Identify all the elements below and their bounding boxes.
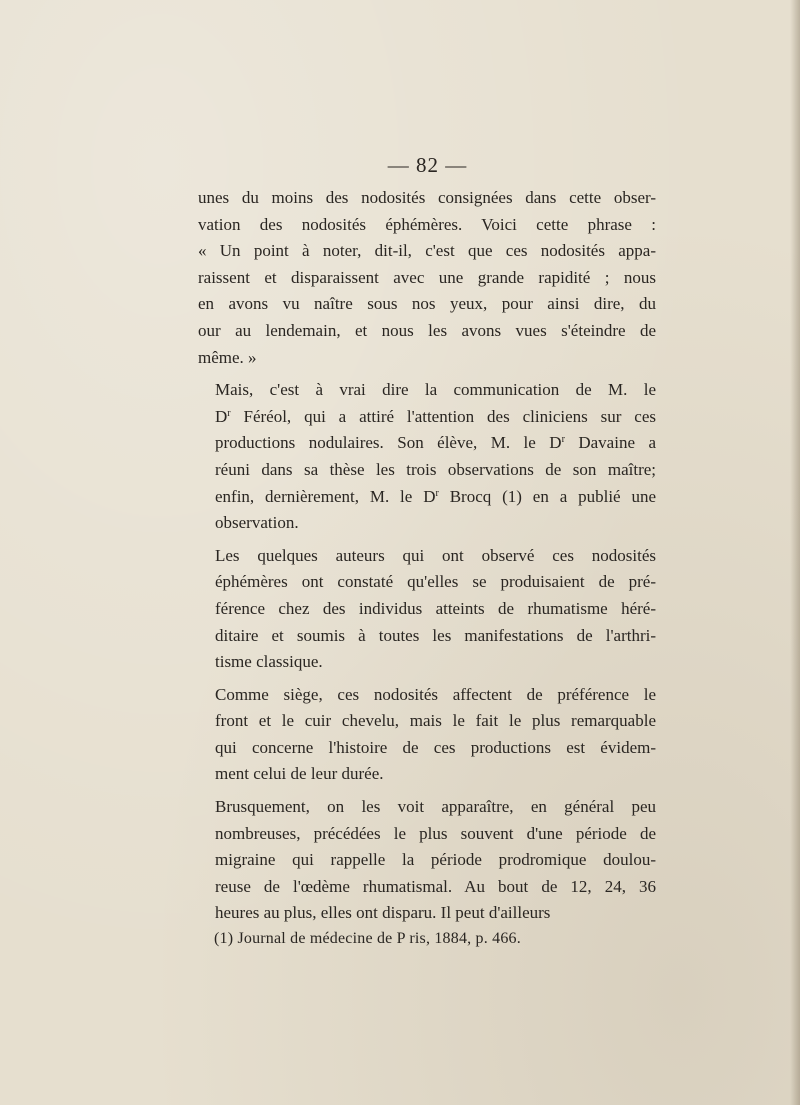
line: observation.: [215, 513, 299, 533]
paragraph-5: [198, 794, 656, 927]
paragraph-2: [198, 377, 656, 537]
line: $D^r$ Féréol, qui a attiré l'attention des cliniciens sur ces: [215, 406, 656, 426]
line: migraine qui rappelle la période prodromique doulou-: [215, 850, 656, 870]
line: vation des nodosités éphémères. Voici cette phrase :: [198, 214, 656, 234]
line: enfin, dernièrement, M. le $D^r$ Brocq (1) en a publié une: [215, 486, 657, 506]
line: férence chez des individus atteints de rhumatisme héré-: [215, 598, 656, 618]
paragraph-4: [198, 682, 656, 788]
line: Mais, c'est à vrai dire la communication de M. le: [215, 380, 656, 400]
page-number: — 82 —: [387, 153, 468, 177]
line: front et le cuir chevelu, mais le fait le plus remarquable: [215, 711, 656, 731]
paragraph-1: [198, 185, 656, 371]
footnote: (1) Journal de médecine de P ris, 1884, p. 466.: [214, 930, 521, 947]
line: « Un point à noter, dit-il, c'est que ces nodosités appa-: [198, 241, 656, 261]
paragraph-3: [198, 543, 656, 676]
line: raissent et disparaissent avec une grande rapidité ; nous: [198, 267, 656, 287]
line: ditaire et soumis à toutes les manifestations de l'arthri-: [215, 625, 656, 645]
line: qui concerne l'histoire de ces productions est évidem-: [215, 737, 656, 757]
line: reuse de l'œdème rhumatismal. Au bout de 12, 24, 36: [215, 876, 656, 896]
line: éphémères ont constaté qu'elles se produisaient de pré-: [215, 572, 656, 592]
line: productions nodulaires. Son élève, M. le $D^r$ Davaine a: [215, 433, 657, 453]
line: tisme classique.: [215, 652, 323, 672]
line: ment celui de leur durée.: [215, 764, 384, 784]
line: unes du moins des nodosités consignées dans cette obser-: [198, 188, 656, 207]
line: nombreuses, précédées le plus souvent d'une période de: [215, 823, 656, 843]
line: Comme siège, ces nodosités affectent de préférence le: [215, 684, 656, 704]
line: our au lendemain, et nous les avons vues s'éteindre de: [198, 320, 656, 340]
line: en avons vu naître sous nos yeux, pour ainsi dire, du: [198, 294, 656, 314]
line: heures au plus, elles ont disparu. Il peut d'ailleurs: [215, 903, 551, 923]
line: Brusquement, on les voit apparaître, en général peu: [215, 797, 656, 817]
line: réuni dans sa thèse les trois observations de son maître;: [215, 459, 656, 479]
line: Les quelques auteurs qui ont observé ces nodosités: [215, 545, 656, 565]
body-text: [198, 185, 656, 927]
line: même. »: [198, 347, 257, 367]
